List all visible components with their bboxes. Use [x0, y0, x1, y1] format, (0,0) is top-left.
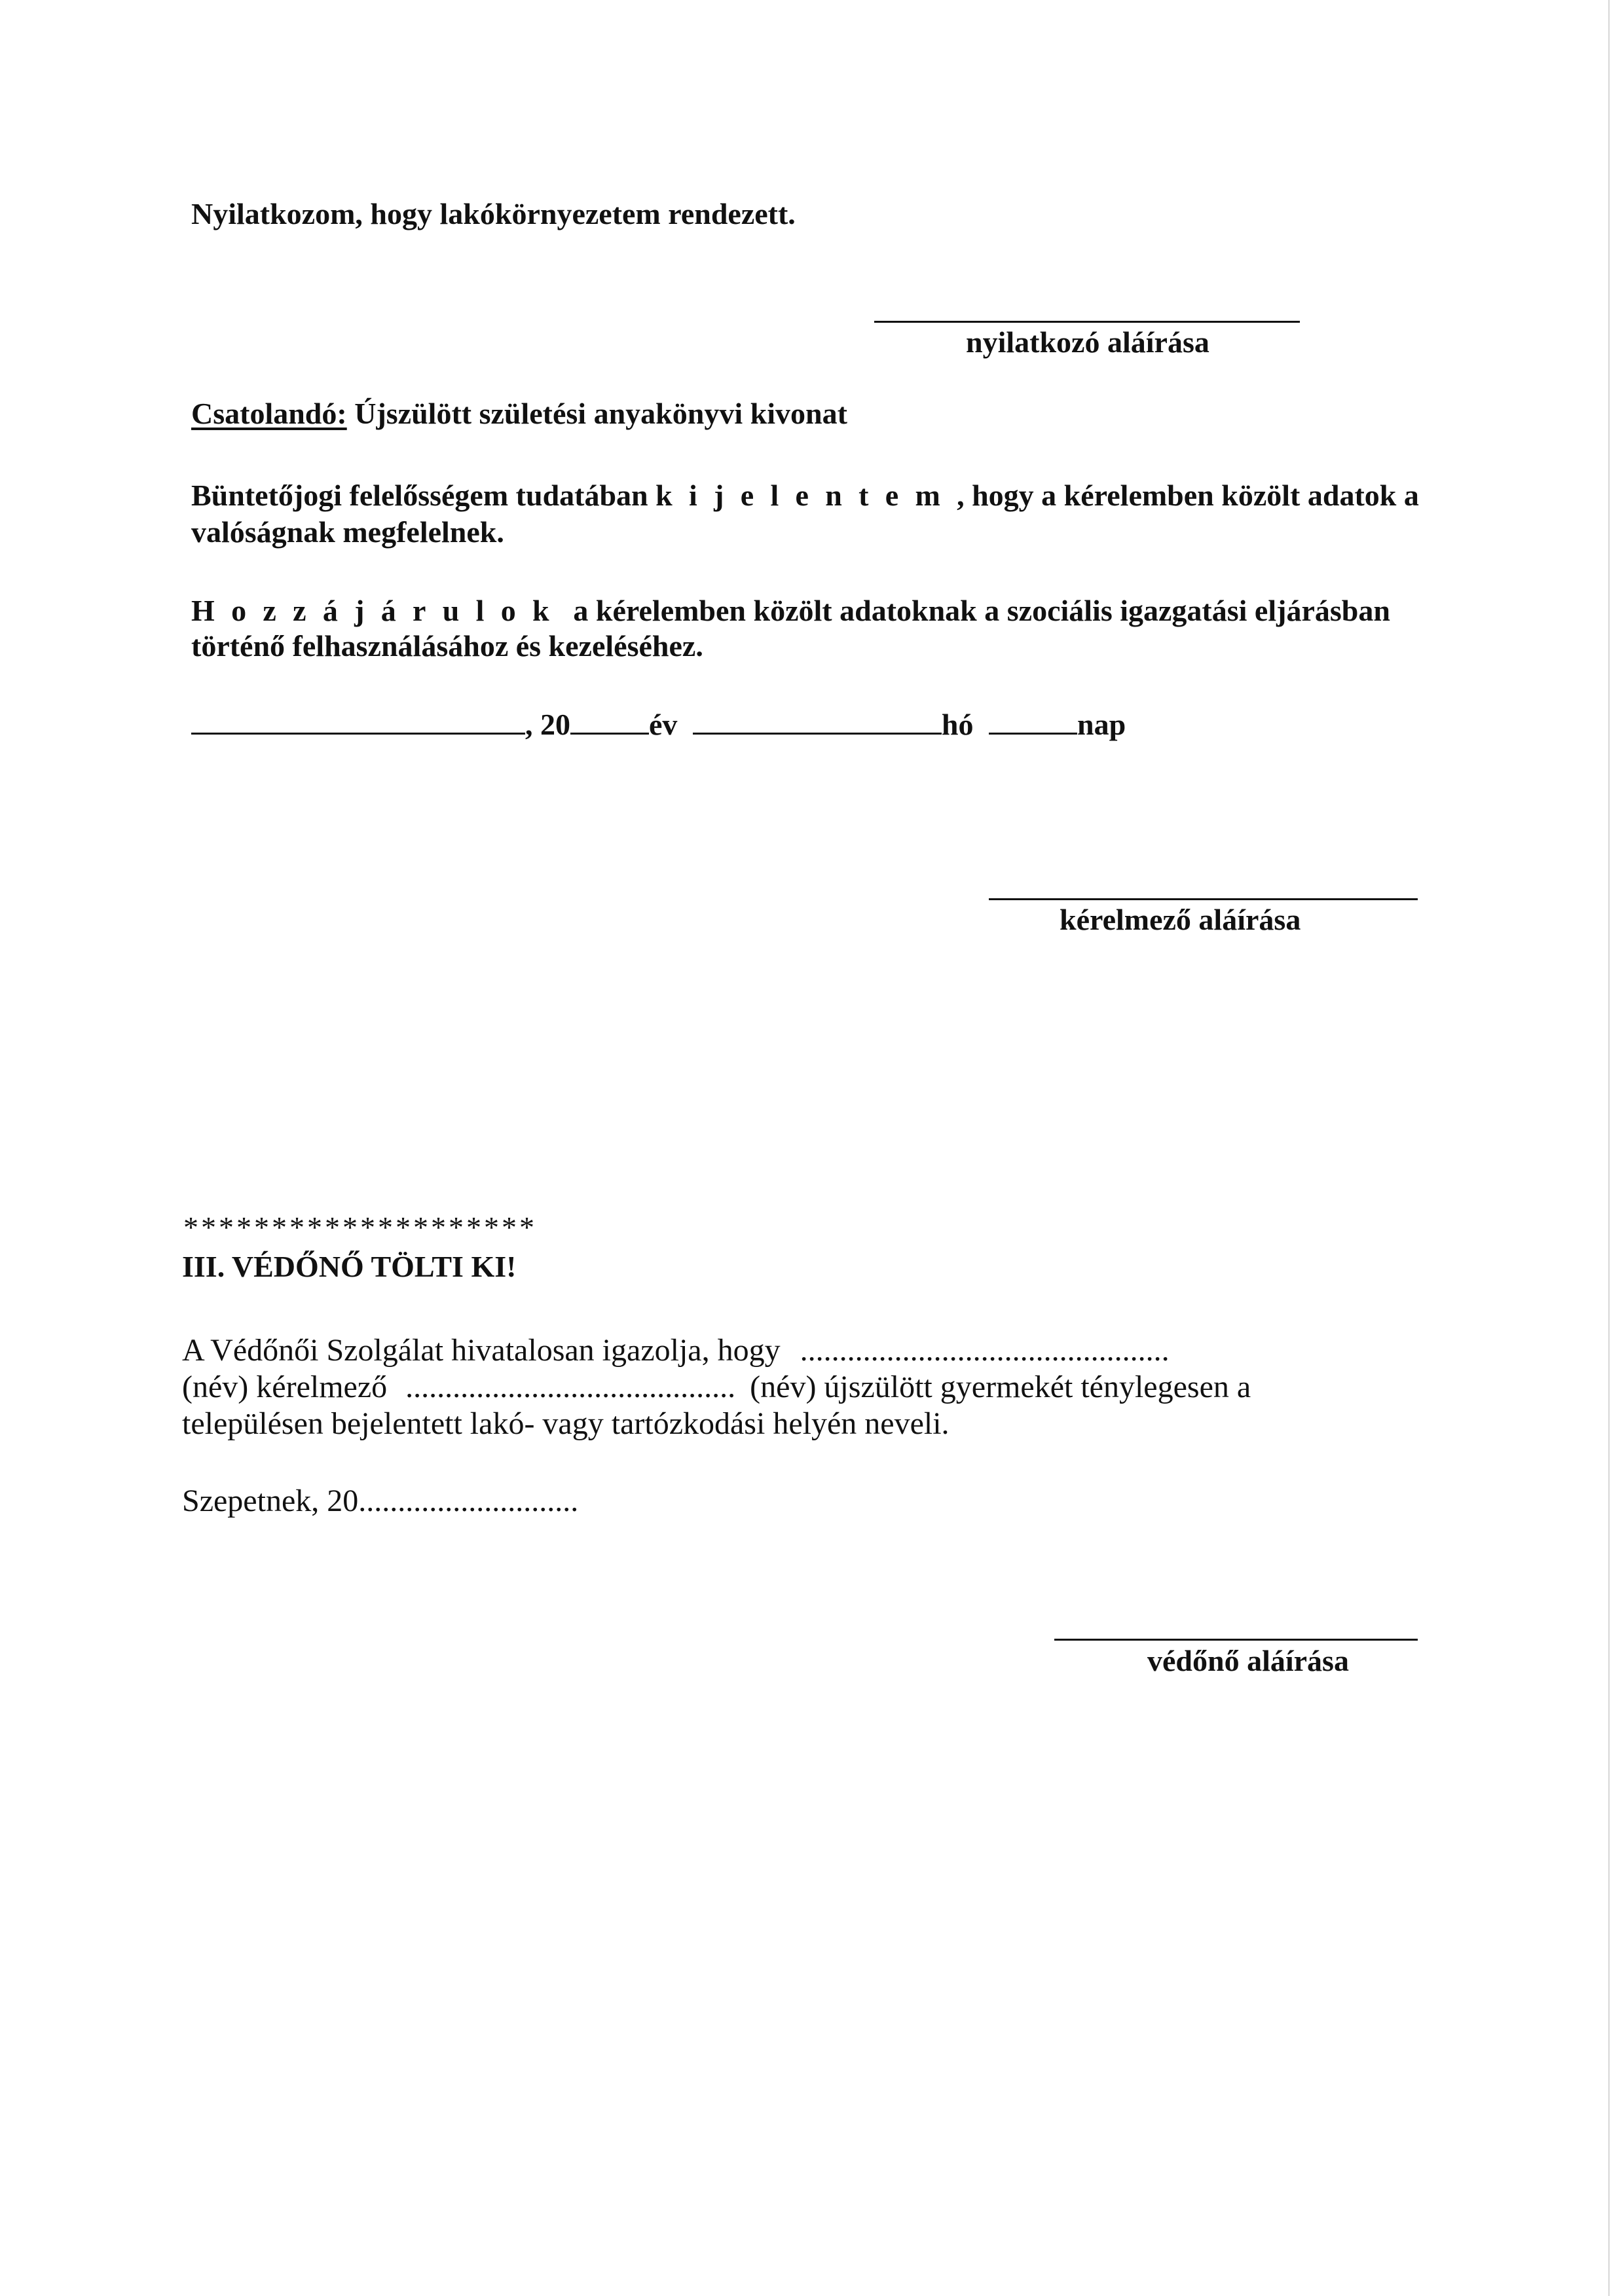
criminal-liability-line1: [191, 478, 1435, 513]
date-month-label: hó: [941, 708, 974, 741]
year-blank[interactable]: [570, 708, 649, 735]
place-date-dots[interactable]: ............................: [358, 1484, 579, 1518]
declaration-statement: Nyilatkozom, hogy lakókörnyezetem rendezett.: [191, 197, 796, 230]
date-year-prefix: , 20: [525, 708, 570, 741]
consent-spaced-word: Hozzájárulok: [191, 594, 566, 627]
section-line2-prefix: (név) kérelmező: [182, 1370, 388, 1404]
section-line3: településen bejelentett lakó- vagy tartózkodási helyén neveli.: [182, 1406, 950, 1441]
nurse-signature-label: védőnő aláírása: [1147, 1644, 1349, 1677]
declarant-signature-label: nyilatkozó aláírása: [966, 325, 1209, 359]
place-date-line: [182, 1483, 578, 1519]
consent-part1: a kérelemben közölt adatoknak a szociális igazgatási eljárásban: [573, 594, 1390, 627]
applicant-signature-line: [989, 898, 1418, 900]
place-date-prefix: Szepetnek, 20: [182, 1484, 359, 1518]
section-line1-dots[interactable]: ...............................................: [800, 1333, 1170, 1368]
page-edge-shadow: [1608, 0, 1610, 2296]
date-year-label: év: [649, 708, 678, 741]
criminal-liability-line2: valóságnak megfelelnek.: [191, 515, 504, 549]
declarant-signature-line: [874, 321, 1300, 323]
section-line2-suffix: (név) újszülött gyermekét ténylegesen a: [750, 1370, 1251, 1404]
section-line2-dots[interactable]: ..........................................: [405, 1370, 736, 1404]
section-line1: [182, 1332, 1170, 1368]
attachment-label: Csatolandó:: [191, 397, 347, 430]
attachment-text: Újszülött születési anyakönyvi kivonat: [354, 397, 847, 430]
applicant-signature-label: kérelmező aláírása: [1060, 903, 1301, 936]
nurse-signature-line: [1054, 1639, 1418, 1641]
consent-line1: [191, 593, 1390, 628]
criminal-liability-spaced-word: kijelentem: [655, 479, 957, 512]
date-line: [191, 707, 1126, 742]
section-separator: ********************: [183, 1211, 537, 1244]
criminal-liability-part2: , hogy a kérelemben közölt adatok a: [957, 479, 1419, 512]
attachment-row: [191, 396, 847, 431]
section-line2: [182, 1369, 1251, 1405]
date-day-label: nap: [1077, 708, 1126, 741]
criminal-liability-part1: Büntetőjogi felelősségem tudatában: [191, 479, 648, 512]
month-blank[interactable]: [693, 708, 942, 735]
section-title: III. VÉDŐNŐ TÖLTI KI!: [182, 1250, 517, 1283]
section-line1-text: A Védőnői Szolgálat hivatalosan igazolja, hogy: [182, 1333, 781, 1368]
day-blank[interactable]: [989, 708, 1077, 735]
place-blank[interactable]: [191, 708, 525, 735]
consent-line2: történő felhasználásához és kezeléséhez.: [191, 629, 703, 663]
